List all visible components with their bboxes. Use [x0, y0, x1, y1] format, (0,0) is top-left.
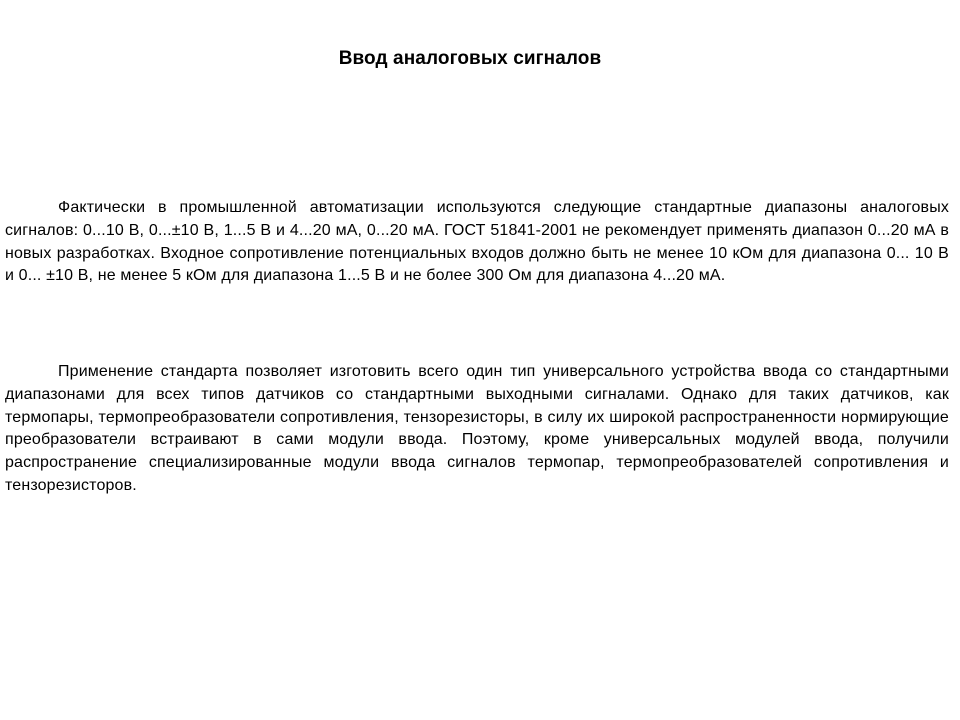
slide-title: Ввод аналоговых сигналов — [338, 48, 602, 69]
paragraph-standard-application: Применение стандарта позволяет изготовить всего один тип универсального устройства ввода со стандартными диапазонами для всех типов датчиков со стандартными выходными сигналами. Однако для таких датчиков, как термопары, термопреобразователи сопротивления, тензорезисторы, в силу их широкой распространенности нормирующие преобразователи встраивают в сами модули ввода. Поэтому, кроме универсальных модулей ввода, получили распространение специализированные модули ввода сигналов термопар, термопреобразователей сопротивления и тензорезисторов. — [5, 363, 949, 494]
paragraph-standard-ranges: Фактически в промышленной автоматизации используются следующие стандартные диапазоны аналоговых сигналов: 0...10 В, 0...±10 В, 1...5 В и 4...20 мА, 0...20 мА. ГОСТ 51841-2001 не рекомендует применять диапазон 0...20 мА в новых разработках. Входное сопротивление потенциальных входов должно быть не менее 10 кОм для диапазона 0... 10 В и 0... ±10 В, не менее 5 кОм для диапазона 1...5 В и не более 300 Ом для диапазона 4...20 мА. — [5, 199, 949, 285]
